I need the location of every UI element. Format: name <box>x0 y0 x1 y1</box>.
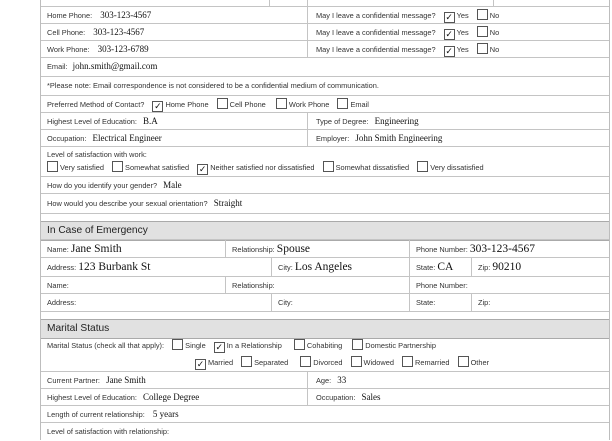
widowed-label: Widowed <box>363 358 394 367</box>
cell-no-label: No <box>489 28 500 37</box>
emergency-address-row <box>41 257 609 277</box>
relationship-length-label: Length of current relationship: <box>47 410 145 419</box>
work-yes-checkbox[interactable]: ✓ <box>445 46 453 56</box>
emergency2-name-label: Name: <box>47 281 69 290</box>
home-phone-label: Home Phone: <box>47 11 93 20</box>
preferred-email-checkbox[interactable] <box>337 98 348 109</box>
orientation-row <box>41 193 609 214</box>
divorced-label: Divorced <box>313 358 343 367</box>
preferred-email-label: Email <box>350 100 369 109</box>
preferred-row <box>41 95 609 113</box>
emergency-address-value[interactable]: 123 Burbank St <box>78 261 151 273</box>
preferred-cell-label: Cell Phone <box>229 100 266 109</box>
work-no-label: No <box>489 45 500 54</box>
domestic-partnership-label: Domestic Partnership <box>365 341 436 350</box>
somewhat-satisfied-checkbox[interactable] <box>112 161 123 172</box>
other-checkbox[interactable] <box>458 356 469 367</box>
email-row <box>41 57 609 77</box>
single-checkbox[interactable] <box>172 339 183 350</box>
preferred-cell-checkbox[interactable] <box>217 98 228 109</box>
emergency-city-value[interactable]: Los Angeles <box>294 261 353 273</box>
neither-label: Neither satisfied nor dissatisfied <box>210 163 315 172</box>
cell-no-checkbox[interactable] <box>477 26 488 37</box>
emergency-relationship-value[interactable]: Spouse <box>276 243 311 255</box>
emergency2-city-label: City: <box>278 298 293 307</box>
partner-education-row <box>41 388 609 406</box>
relationship-satisfaction-row <box>41 422 609 441</box>
separated-label: Separated <box>254 358 289 367</box>
age-label: Age: <box>316 376 332 385</box>
marital-status-row-2 <box>41 354 609 371</box>
relationship-checkbox[interactable]: ✓ <box>215 342 224 352</box>
very-dissatisfied-label: Very dissatisfied <box>430 163 484 172</box>
education-row <box>41 112 609 130</box>
somewhat-dissatisfied-label: Somewhat dissatisfied <box>335 163 410 172</box>
orientation-label: How would you describe your sexual orientation? <box>47 199 208 208</box>
occupation-label: Occupation: <box>47 134 87 143</box>
somewhat-satisfied-label: Somewhat satisfied <box>125 163 190 172</box>
home-confidential-label: May I leave a confidential message? <box>316 11 436 20</box>
marital-status-row <box>41 337 609 354</box>
cohabiting-checkbox[interactable] <box>294 339 305 350</box>
gender-row <box>41 176 609 194</box>
home-yes-checkbox[interactable]: ✓ <box>445 12 453 22</box>
remarried-checkbox[interactable] <box>402 356 413 367</box>
emergency-state-label: State: <box>416 263 436 272</box>
note-row <box>41 76 609 96</box>
education-value[interactable]: B.A <box>143 116 158 126</box>
partner-label: Current Partner: <box>47 376 100 385</box>
separated-checkbox[interactable] <box>241 356 252 367</box>
remarried-label: Remarried <box>415 358 450 367</box>
emergency-address-label: Address: <box>47 263 77 272</box>
emergency-relationship-label: Relationship: <box>232 245 275 254</box>
home-yes-label: Yes <box>456 11 469 20</box>
relationship-length-value[interactable]: 5 years <box>152 409 179 419</box>
work-satisfaction-label: Level of satisfaction with work: <box>47 150 147 159</box>
emergency-state-value[interactable]: CA <box>437 261 454 273</box>
email-note: *Please note: Email correspondence is not considered to be a confidential medium of communication. <box>47 81 379 90</box>
single-label: Single <box>185 341 206 350</box>
partner-occupation-value[interactable]: Sales <box>361 392 381 402</box>
emergency-zip-label: Zip: <box>478 263 491 272</box>
emergency-zip-value[interactable]: 90210 <box>492 261 522 273</box>
cell-yes-checkbox[interactable]: ✓ <box>445 29 453 39</box>
home-no-label: No <box>489 11 500 20</box>
occupation-row <box>41 129 609 147</box>
employer-value[interactable]: John Smith Engineering <box>355 133 443 143</box>
emergency-city-label: City: <box>278 263 293 272</box>
email-value[interactable]: john.smith@gmail.com <box>72 61 158 71</box>
gender-label: How do you identify your gender? <box>47 181 158 190</box>
orientation-value[interactable]: Straight <box>213 198 243 208</box>
emergency2-zip-label: Zip: <box>478 298 491 307</box>
other-label: Other <box>470 358 490 367</box>
work-phone-value[interactable]: 303-123-6789 <box>97 44 149 54</box>
employer-label: Employer: <box>316 134 350 143</box>
cell-confidential-label: May I leave a confidential message? <box>316 28 436 37</box>
home-no-checkbox[interactable] <box>477 9 488 20</box>
preferred-work-label: Work Phone <box>288 100 330 109</box>
degree-value[interactable]: Engineering <box>374 116 419 126</box>
partner-row <box>41 371 609 389</box>
preferred-label: Preferred Method of Contact? <box>47 100 145 109</box>
emergency2-relationship-label: Relationship: <box>232 281 275 290</box>
age-value[interactable]: 33 <box>337 375 347 385</box>
neither-checkbox[interactable]: ✓ <box>198 164 207 174</box>
preferred-home-label: Home Phone <box>165 100 209 109</box>
occupation-value[interactable]: Electrical Engineer <box>92 133 162 143</box>
emergency-phone-label: Phone Number: <box>416 245 468 254</box>
relationship-length-row <box>41 405 609 423</box>
emergency2-name-row <box>41 276 609 294</box>
education-label: Highest Level of Education: <box>47 117 137 126</box>
divorced-checkbox[interactable] <box>300 356 311 367</box>
email-label: Email: <box>47 62 68 71</box>
somewhat-dissatisfied-checkbox[interactable] <box>323 161 334 172</box>
partner-occupation-label: Occupation: <box>316 393 356 402</box>
degree-label: Type of Degree: <box>316 117 369 126</box>
intake-form <box>40 0 610 440</box>
work-confidential-label: May I leave a confidential message? <box>316 45 436 54</box>
marital-title: Marital Status <box>47 323 110 334</box>
cell-yes-label: Yes <box>456 28 469 37</box>
domestic-partnership-checkbox[interactable] <box>352 339 363 350</box>
work-phone-label: Work Phone: <box>47 45 90 54</box>
relationship-label: In a Relationship <box>226 341 282 350</box>
work-yes-label: Yes <box>456 45 469 54</box>
partner-education-label: Highest Level of Education: <box>47 393 137 402</box>
work-no-checkbox[interactable] <box>477 43 488 54</box>
very-dissatisfied-checkbox[interactable] <box>417 161 428 172</box>
very-satisfied-label: Very satisfied <box>60 163 104 172</box>
emergency-phone-value[interactable]: 303-123-4567 <box>469 243 535 255</box>
emergency2-address-label: Address: <box>47 298 77 307</box>
married-checkbox[interactable]: ✓ <box>196 359 205 369</box>
preferred-home-checkbox[interactable]: ✓ <box>154 101 162 111</box>
widowed-checkbox[interactable] <box>351 356 362 367</box>
emergency-name-label: Name: <box>47 245 69 254</box>
marital-section-header <box>41 319 609 339</box>
relationship-satisfaction-label: Level of satisfaction with relationship: <box>47 427 170 436</box>
cell-phone-value[interactable]: 303-123-4567 <box>93 27 145 37</box>
home-phone-value[interactable]: 303-123-4567 <box>100 10 152 20</box>
cell-phone-label: Cell Phone: <box>47 28 86 37</box>
cohabiting-label: Cohabiting <box>306 341 343 350</box>
partner-value[interactable]: Jane Smith <box>106 375 146 385</box>
emergency-section-header <box>41 221 609 241</box>
partner-education-value[interactable]: College Degree <box>143 392 200 402</box>
work-satisfaction-options-row <box>41 160 609 176</box>
home-phone-row <box>41 6 609 24</box>
emergency2-state-label: State: <box>416 298 436 307</box>
very-satisfied-checkbox[interactable] <box>47 161 58 172</box>
marital-status-label: Marital Status (check all that apply): <box>47 341 165 350</box>
emergency2-address-row <box>41 293 609 312</box>
emergency-title: In Case of Emergency <box>47 225 148 236</box>
emergency-name-row <box>41 239 609 258</box>
preferred-work-checkbox[interactable] <box>276 98 287 109</box>
gender-value[interactable]: Male <box>163 180 182 190</box>
emergency2-phone-label: Phone Number: <box>416 281 468 290</box>
married-label: Married <box>208 358 234 367</box>
cell-phone-row <box>41 23 609 41</box>
work-phone-row <box>41 40 609 58</box>
emergency-name-value[interactable]: Jane Smith <box>70 243 122 255</box>
